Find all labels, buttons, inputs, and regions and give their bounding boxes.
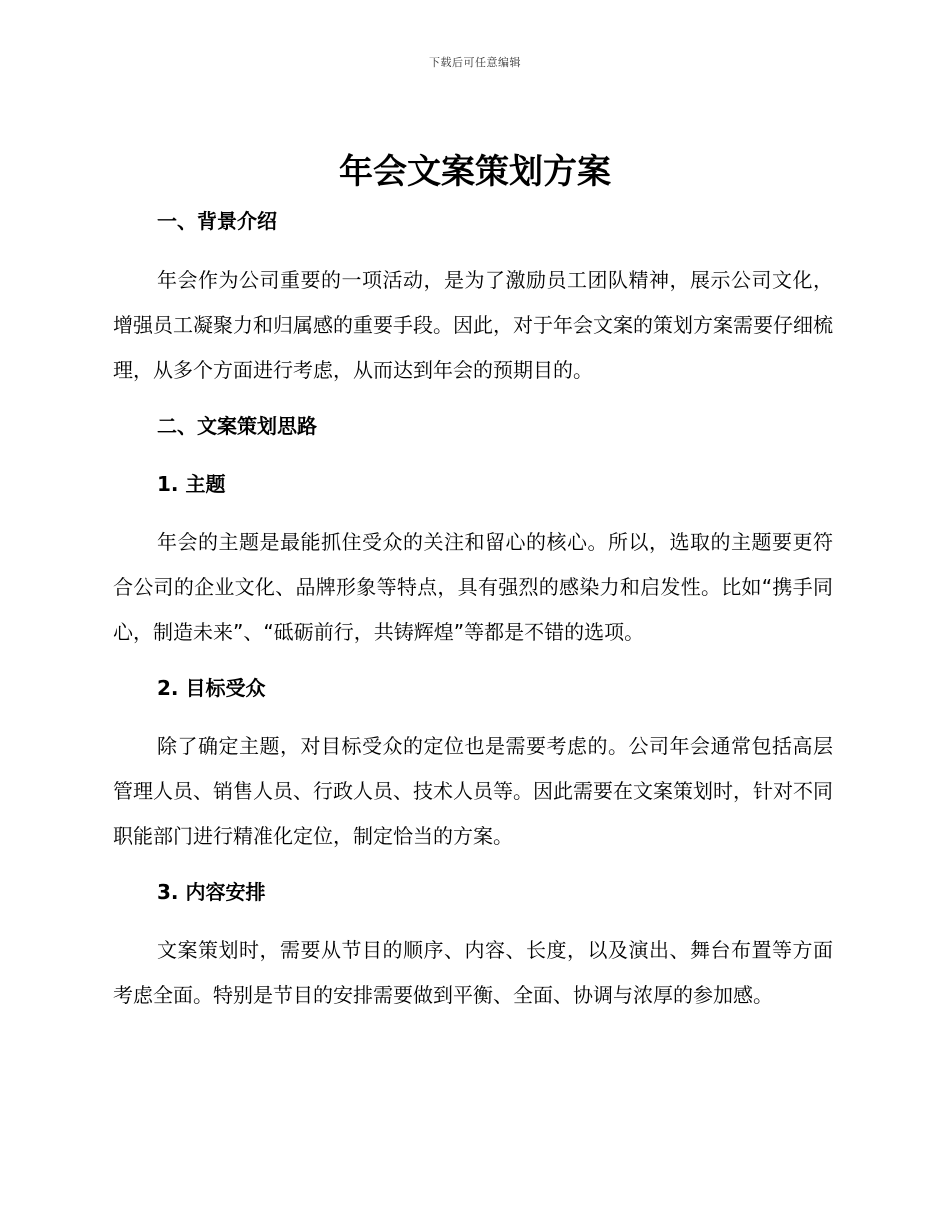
paragraph-content: 文案策划时，需要从节目的顺序、内容、长度，以及演出、舞台布置等方面考虑全面。特别是节目的安排需要做到平衡、全面、协调与浓厚的参加感。 bbox=[113, 938, 833, 1007]
header-note: 下载后可任意编辑 bbox=[429, 56, 521, 69]
subsection-heading-content: 3. 内容安排 bbox=[157, 880, 266, 904]
paragraph-background: 年会作为公司重要的一项活动，是为了激励员工团队精神，展示公司文化，增强员工凝聚力和归属感的重要手段。因此，对于年会文案的策划方案需要仔细梳理，从多个方面进行考虑，从而达到年会的预期目的。 bbox=[113, 268, 833, 382]
section-heading-approach: 二、文案策划思路 bbox=[157, 414, 317, 438]
subsection-heading-theme: 1. 主题 bbox=[157, 472, 226, 496]
section-heading-background: 一、背景介绍 bbox=[157, 209, 277, 233]
subsection-heading-audience: 2. 目标受众 bbox=[157, 676, 266, 700]
paragraph-audience: 除了确定主题，对目标受众的定位也是需要考虑的。公司年会通常包括高层管理人员、销售人员、行政人员、技术人员等。因此需要在文案策划时，针对不同职能部门进行精准化定位，制定恰当的方案。 bbox=[113, 734, 833, 848]
paragraph-theme: 年会的主题是最能抓住受众的关注和留心的核心。所以，选取的主题要更符合公司的企业文化、品牌形象等特点，具有强烈的感染力和启发性。比如“携手同心，制造未来”、“砥砺前行，共铸辉煌”等都是不错的选项。 bbox=[113, 530, 833, 644]
document-title: 年会文案策划方案 bbox=[339, 152, 611, 192]
